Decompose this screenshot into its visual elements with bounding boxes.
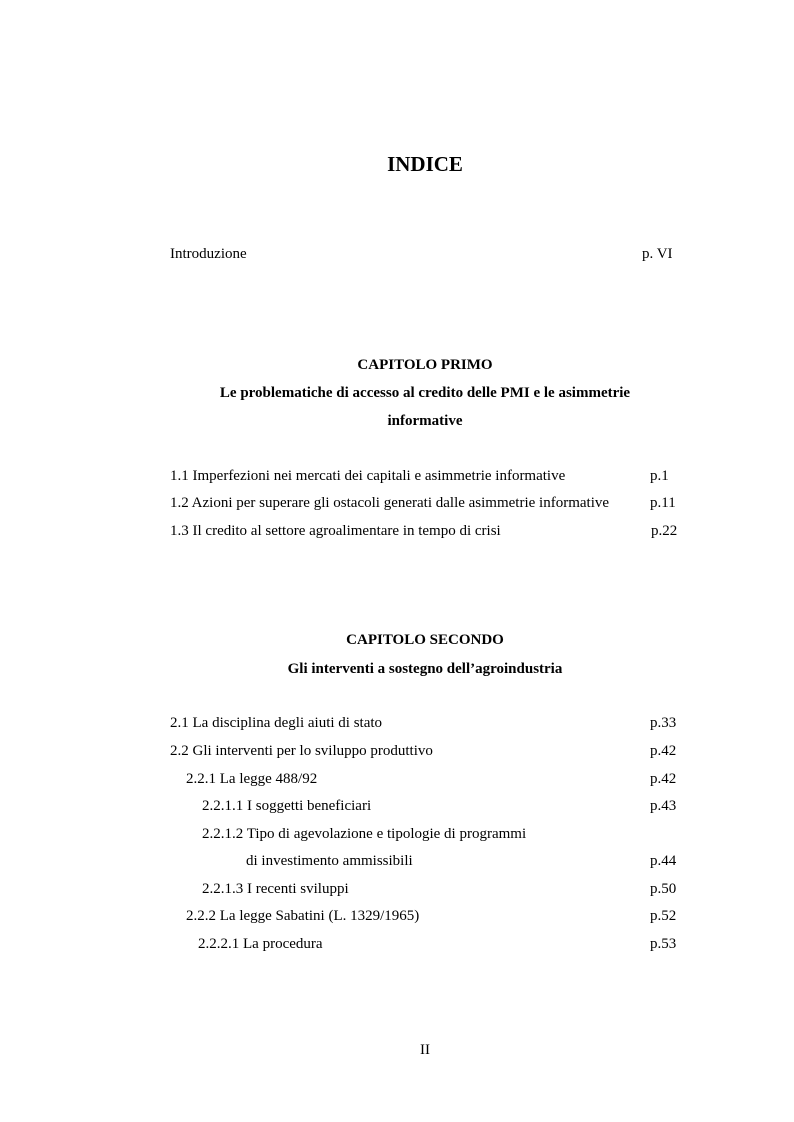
chapter-1-heading: CAPITOLO PRIMO	[357, 357, 493, 373]
chapter-2-subtitle: Gli interventi a sostegno dell’agroindustria	[287, 661, 563, 677]
toc-entry-label: 2.2.1 La legge 488/92	[186, 771, 318, 787]
toc-entry-page: p.11	[650, 495, 676, 511]
toc-entry-label: 2.2.1.3 I recenti sviluppi	[202, 881, 349, 897]
toc-entry-label: di investimento ammissibili	[246, 853, 413, 869]
toc-entry-page: p.42	[650, 743, 677, 759]
toc-entry-page: p.1	[650, 468, 669, 484]
toc-entry-label: 1.2 Azioni per superare gli ostacoli generati dalle asimmetrie informative	[170, 495, 610, 511]
toc-entry-page: p.50	[650, 881, 677, 897]
toc-entry-label: 2.2.1.2 Tipo di agevolazione e tipologie di programmi	[202, 826, 527, 842]
toc-entry-page: p.42	[650, 771, 677, 787]
chapter-2-heading: CAPITOLO SECONDO	[346, 632, 504, 648]
toc-entry-page: p.44	[650, 853, 677, 869]
toc-entry-page: p.52	[650, 908, 677, 924]
toc-entry-label: 1.1 Imperfezioni nei mercati dei capitali e asimmetrie informative	[170, 468, 566, 484]
toc-entry-label: 1.3 Il credito al settore agroalimentare in tempo di crisi	[170, 523, 501, 539]
toc-entry-introduction-page: p. VI	[642, 246, 673, 262]
toc-entry-label: 2.2 Gli interventi per lo sviluppo produttivo	[170, 743, 433, 759]
toc-entry-label: 2.1 La disciplina degli aiuti di stato	[170, 715, 383, 731]
toc-entry-page: p.43	[650, 798, 677, 814]
toc-entry-page: p.53	[650, 936, 677, 952]
chapter-1-subtitle-line2: informative	[387, 413, 463, 429]
page-title: INDICE	[387, 152, 463, 176]
toc-entry-page: p.33	[650, 715, 677, 731]
toc-entry-label: 2.2.2 La legge Sabatini (L. 1329/1965)	[186, 908, 420, 924]
chapter-1-subtitle-line1: Le problematiche di accesso al credito delle PMI e le asimmetrie	[219, 385, 631, 401]
toc-entry-page: p.22	[651, 523, 678, 539]
toc-entry-label: 2.2.2.1 La procedura	[198, 936, 323, 952]
toc-entry-label: 2.2.1.1 I soggetti beneficiari	[202, 798, 372, 814]
toc-entry-introduction-label: Introduzione	[170, 246, 247, 262]
page-number: II	[420, 1042, 430, 1058]
